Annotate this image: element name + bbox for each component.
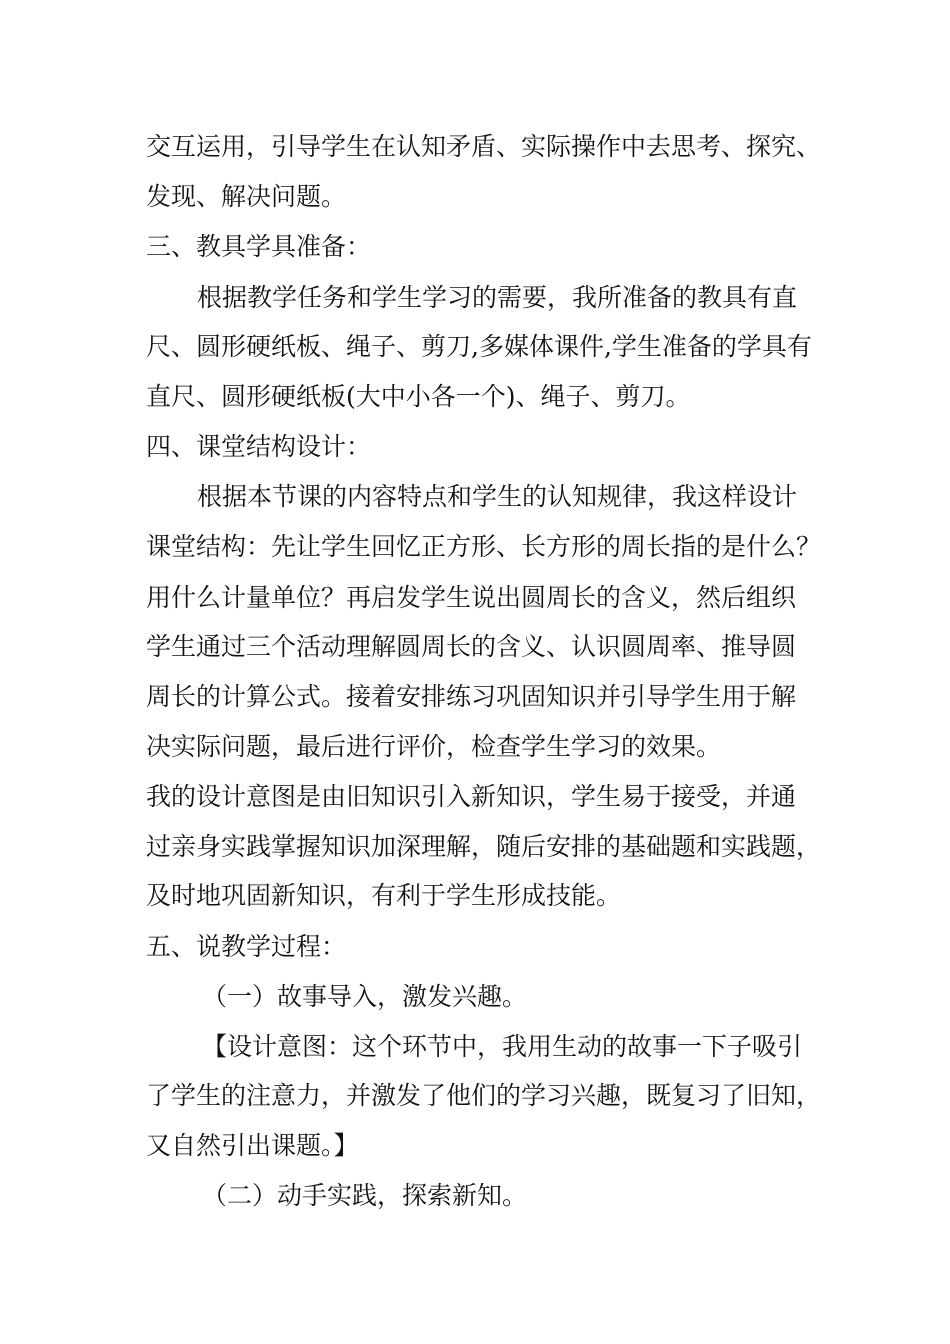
paragraph-line: 发现、解决问题。 [146, 182, 347, 211]
subsection-heading: （二）动手实践，探索新知。 [202, 1181, 528, 1210]
paragraph-line: 了学生的注意力，并激发了他们的学习兴趣，既复习了旧知， [146, 1081, 822, 1110]
paragraph-line: 课堂结构：先让学生回忆正方形、长方形的周长指的是什么？ [146, 532, 822, 561]
paragraph-line: 周长的计算公式。接着安排练习巩固知识并引导学生用于解 [146, 682, 797, 711]
paragraph-line: 直尺、圆形硬纸板(大中小各一个)、绳子、剪刀。 [146, 382, 691, 411]
subsection-heading: （一）故事导入，激发兴趣。 [202, 982, 528, 1011]
paragraph-line: 我的设计意图是由旧知识引入新知识，学生易于接受，并通 [146, 782, 797, 811]
paragraph-line: 又自然引出课题。】 [146, 1131, 359, 1160]
paragraph-line: 【设计意图：这个环节中，我用生动的故事一下子吸引 [202, 1032, 803, 1061]
paragraph-line: 交互运用，引导学生在认知矛盾、实际操作中去思考、探究、 [146, 132, 822, 161]
paragraph-line: 过亲身实践掌握知识加深理解，随后安排的基础题和实践题， [146, 832, 822, 861]
section-heading: 五、说教学过程： [146, 932, 347, 961]
section-heading: 三、教具学具准备： [146, 232, 372, 261]
paragraph-line: 根据教学任务和学生学习的需要，我所准备的教具有直 [197, 283, 798, 312]
paragraph-line: 决实际问题，最后进行评价，检查学生学习的效果。 [146, 732, 722, 761]
paragraph-line: 学生通过三个活动理解圆周长的含义、认识圆周率、推导圆 [146, 632, 797, 661]
paragraph-line: 尺、圆形硬纸板、绳子、剪刀,多媒体课件,学生准备的学具有 [146, 332, 812, 361]
paragraph-line: 及时地巩固新知识，有利于学生形成技能。 [146, 881, 622, 910]
paragraph-line: 根据本节课的内容特点和学生的认知规律，我这样设计 [197, 482, 798, 511]
paragraph-line: 用什么计量单位？再启发学生说出圆周长的含义，然后组织 [146, 583, 797, 612]
section-heading: 四、课堂结构设计： [146, 432, 372, 461]
